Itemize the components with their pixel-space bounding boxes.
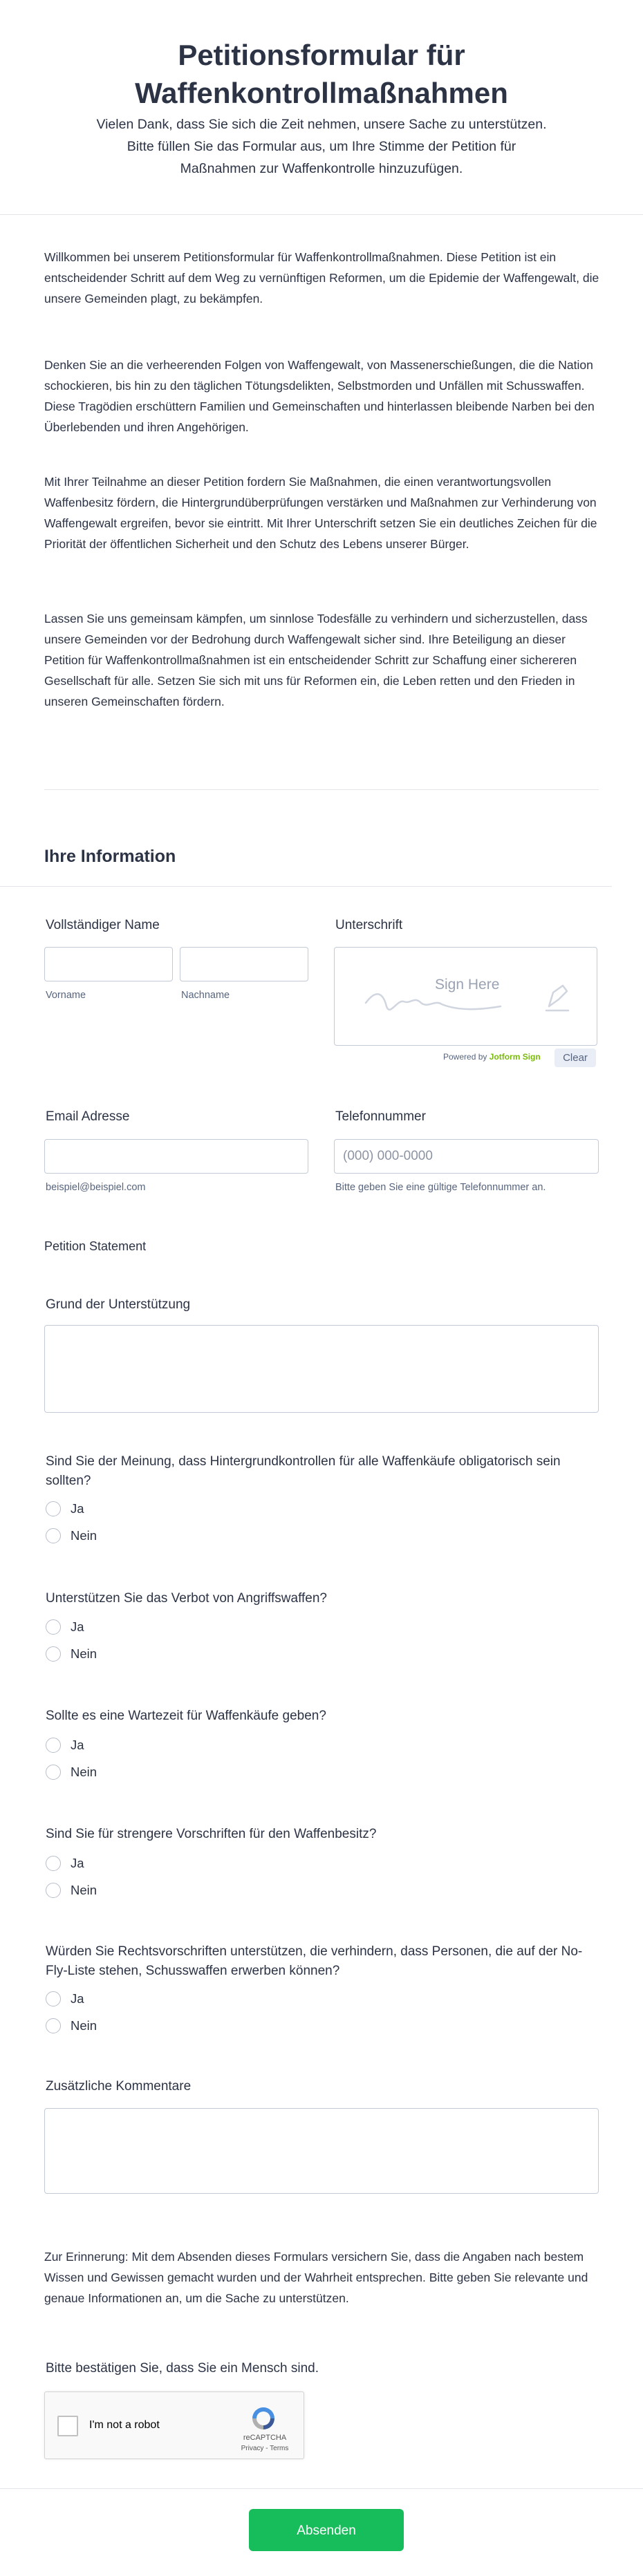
radio-label: Ja (71, 1619, 84, 1634)
last-name-sublabel: Nachname (181, 990, 230, 1001)
first-name-input[interactable] (44, 947, 173, 981)
signature-clear-button[interactable]: Clear (555, 1049, 596, 1067)
section-title-divider (0, 886, 612, 887)
radio-circle-icon (46, 1501, 61, 1516)
question-4-option-ja[interactable] (46, 1854, 84, 1873)
radio-circle-icon (46, 1738, 61, 1753)
radio-circle-icon (46, 1528, 61, 1543)
radio-label: Nein (71, 1646, 97, 1661)
support-reason-textarea[interactable] (44, 1325, 599, 1413)
radio-label: Nein (71, 1765, 97, 1779)
radio-label: Ja (71, 1738, 84, 1752)
signature-powered-by (443, 1052, 541, 1062)
full-name-label: Vollständiger Name (46, 918, 160, 932)
question-5-option-nein[interactable] (46, 2016, 97, 2036)
section-divider (44, 789, 599, 790)
email-input[interactable] (44, 1139, 308, 1174)
phone-input[interactable] (334, 1139, 599, 1174)
radio-label: Nein (71, 2018, 97, 2033)
radio-label: Ja (71, 1501, 84, 1516)
question-2-option-nein[interactable] (46, 1644, 97, 1664)
question-1-text: Sind Sie der Meinung, dass Hintergrundkontrollen für alle Waffenkäufe obligatorisch sein sollten? (46, 1454, 561, 1488)
question-1-option-ja[interactable] (46, 1499, 84, 1519)
radio-circle-icon (46, 1883, 61, 1898)
recaptcha-logo-icon (250, 2405, 277, 2432)
radio-circle-icon (46, 1646, 61, 1662)
radio-circle-icon (46, 1765, 61, 1780)
phone-label: Telefonnummer (335, 1109, 426, 1124)
question-3-text: Sollte es eine Wartezeit für Waffenkäufe geben? (46, 1709, 326, 1723)
recaptcha-brand: reCAPTCHA (243, 2434, 287, 2442)
radio-circle-icon (46, 2018, 61, 2033)
captcha-label: Bitte bestätigen Sie, dass Sie ein Mensch sind. (46, 2361, 319, 2376)
question-3-option-ja[interactable] (46, 1736, 84, 1755)
question-5-text: Würden Sie Rechtsvorschriften unterstützen, die verhindern, dass Personen, die auf der No-Fly-Liste stehen, Schusswaffen erwerben können? (46, 1944, 583, 1978)
form-title: Petitionsformular für Waffenkontrollmaßnahmen (135, 39, 508, 109)
powered-by-prefix: Powered by (443, 1052, 487, 1062)
question-3-option-nein[interactable] (46, 1762, 97, 1782)
comments-label: Zusätzliche Kommentare (46, 2079, 192, 2094)
submit-button[interactable]: Absenden (249, 2509, 404, 2551)
footer-divider (0, 2488, 643, 2489)
form-header (0, 0, 643, 215)
radio-label: Nein (71, 1883, 97, 1897)
comments-textarea[interactable] (44, 2108, 599, 2194)
question-1-option-nein[interactable] (46, 1526, 97, 1545)
question-5-option-ja[interactable] (46, 1989, 84, 2009)
question-4-option-nein[interactable] (46, 1881, 97, 1900)
recaptcha-terms[interactable]: Privacy - Terms (241, 2445, 289, 2452)
section-title: Ihre Information (44, 847, 176, 866)
signature-label: Unterschrift (335, 918, 403, 932)
intro-paragraph-3: Mit Ihrer Teilnahme an dieser Petition fordern Sie Maßnahmen, die einen verantwortungsvollen Waffenbesitz fördern, die Hintergrundüberprüfungen verstärken und Maßnahmen zur Verhinderung von Waffengewalt ergreifen, bevor sie eintritt. Mit Ihrer Unterschrift setzen Sie ein deutliches Zeichen für die Priorität der öffentlichen Sicherheit und den Schutz des Lebens unserer Bürger. (44, 475, 597, 551)
petition-statement-heading: Petition Statement (44, 1239, 147, 1253)
radio-circle-icon (46, 1856, 61, 1871)
intro-paragraph-1: Willkommen bei unserem Petitionsformular für Waffenkontrollmaßnahmen. Diese Petition ist ein entscheidender Schritt auf dem Weg zu vernünftigen Reformen, um die Epidemie der Waffengewalt, die unsere Gemeinden plagt, zu bekämpfen. (44, 250, 599, 305)
support-reason-label: Grund der Unterstützung (46, 1297, 191, 1312)
radio-label: Ja (71, 1991, 84, 2006)
question-2-option-ja[interactable] (46, 1617, 84, 1637)
first-name-sublabel: Vorname (46, 990, 86, 1001)
question-4-text: Sind Sie für strengere Vorschriften für den Waffenbesitz? (46, 1827, 377, 1841)
recaptcha-widget (44, 2391, 304, 2459)
email-label: Email Adresse (46, 1109, 130, 1124)
email-sublabel: beispiel@beispiel.com (46, 1182, 146, 1193)
phone-sublabel: Bitte geben Sie eine gültige Telefonnummer an. (335, 1182, 546, 1193)
powered-by-brand: Jotform Sign (489, 1052, 541, 1062)
recaptcha-checkbox[interactable] (57, 2416, 78, 2436)
recaptcha-checkbox-text: I'm not a robot (89, 2419, 160, 2431)
reminder-text: Zur Erinnerung: Mit dem Absenden dieses Formulars versichern Sie, dass die Angaben nach bestem Wissen und Gewissen gemacht wurden und der Wahrheit entsprechen. Bitte geben Sie relevante und genaue Informationen an, um die Sache zu unterstützen. (44, 2250, 588, 2305)
radio-circle-icon (46, 1991, 61, 2006)
signature-hint: Sign Here (435, 977, 500, 993)
form-subtitle: Vielen Dank, dass Sie sich die Zeit nehmen, unsere Sache zu unterstützen. Bitte füllen Sie das Formular aus, um Ihre Stimme der Petition für Maßnahmen zur Waffenkontrolle hinzuzufügen. (96, 117, 547, 176)
intro-paragraph-4: Lassen Sie uns gemeinsam kämpfen, um sinnlose Todesfälle zu verhindern und sicherzustellen, dass unsere Gemeinden vor der Bedrohung durch Waffengewalt sicher sind. Ihre Beteiligung an dieser Petition für Waffenkontrollmaßnahmen ist ein entscheidender Schritt zur Schaffung einer sichereren Gesellschaft für alle. Setzen Sie sich mit uns für Reformen ein, die Leben retten und den Frieden in unseren Gemeinschaften fördern. (44, 612, 588, 708)
signature-pad[interactable] (334, 947, 597, 1046)
last-name-input[interactable] (180, 947, 308, 981)
radio-circle-icon (46, 1619, 61, 1635)
question-2-text: Unterstützen Sie das Verbot von Angriffswaffen? (46, 1591, 327, 1606)
intro-paragraph-2: Denken Sie an die verheerenden Folgen von Waffengewalt, von Massenerschießungen, die die Nation schockieren, bis hin zu den täglichen Tötungsdelikten, Selbstmorden und Unfällen mit Schusswaffen. Diese Tragödien erschüttern Familien und Gemeinschaften und hinterlassen bleibende Narben bei den Überlebenden und ihren Angehörigen. (44, 358, 595, 434)
radio-label: Nein (71, 1528, 97, 1543)
radio-label: Ja (71, 1856, 84, 1870)
